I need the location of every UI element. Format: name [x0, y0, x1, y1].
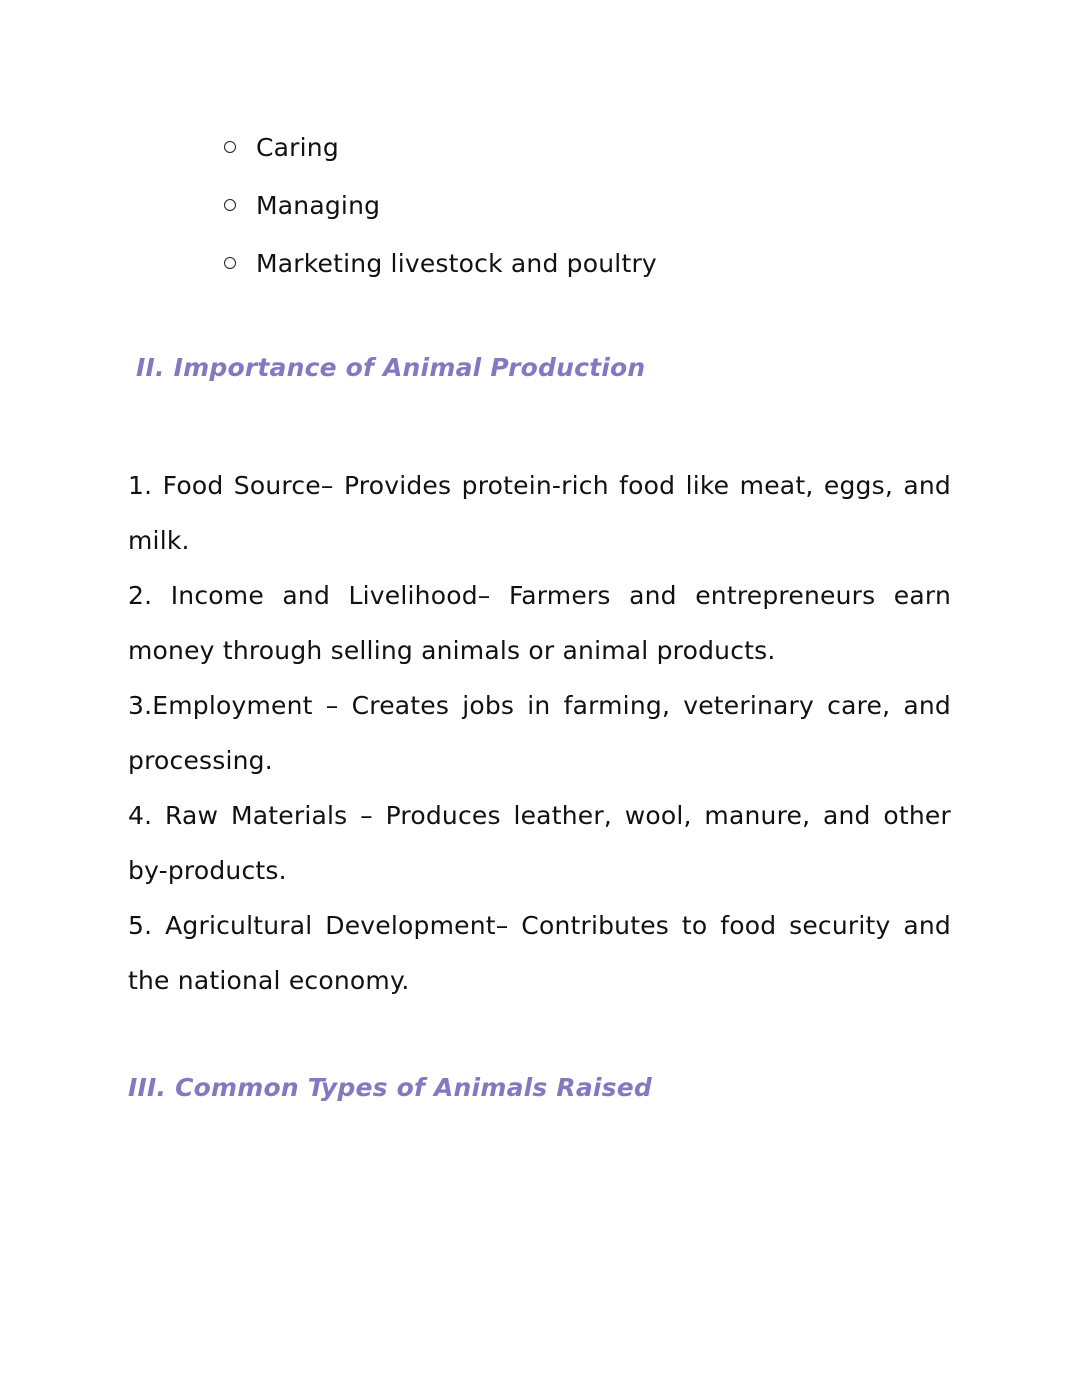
section-heading-types: III. Common Types of Animals Raised — [128, 1073, 653, 1102]
importance-item: 3.Employment – Creates jobs in farming, veterinary care, and processing. — [128, 691, 951, 775]
importance-item: 2. Income and Livelihood– Farmers and entrepreneurs earn money through selling animals or animal products. — [128, 581, 951, 665]
list-item — [222, 118, 657, 176]
list-item — [222, 176, 657, 234]
bullet-label: Managing — [256, 190, 381, 220]
sub-bullet-list — [222, 118, 657, 292]
hollow-circle-bullet-icon — [224, 199, 236, 211]
importance-item: 5. Agricultural Development– Contributes to food security and the national economy. — [128, 911, 951, 995]
bullet-label: Marketing livestock and poultry — [256, 248, 657, 278]
importance-item: 4. Raw Materials – Produces leather, wool, manure, and other by-products. — [128, 801, 951, 885]
section-heading-importance: II. Importance of Animal Production — [136, 353, 646, 382]
list-item — [222, 234, 657, 292]
importance-item: 1. Food Source– Provides protein-rich food like meat, eggs, and milk. — [128, 471, 951, 555]
hollow-circle-bullet-icon — [224, 141, 236, 153]
importance-list — [128, 458, 951, 1008]
bullet-label: Caring — [256, 132, 339, 162]
hollow-circle-bullet-icon — [224, 257, 236, 269]
